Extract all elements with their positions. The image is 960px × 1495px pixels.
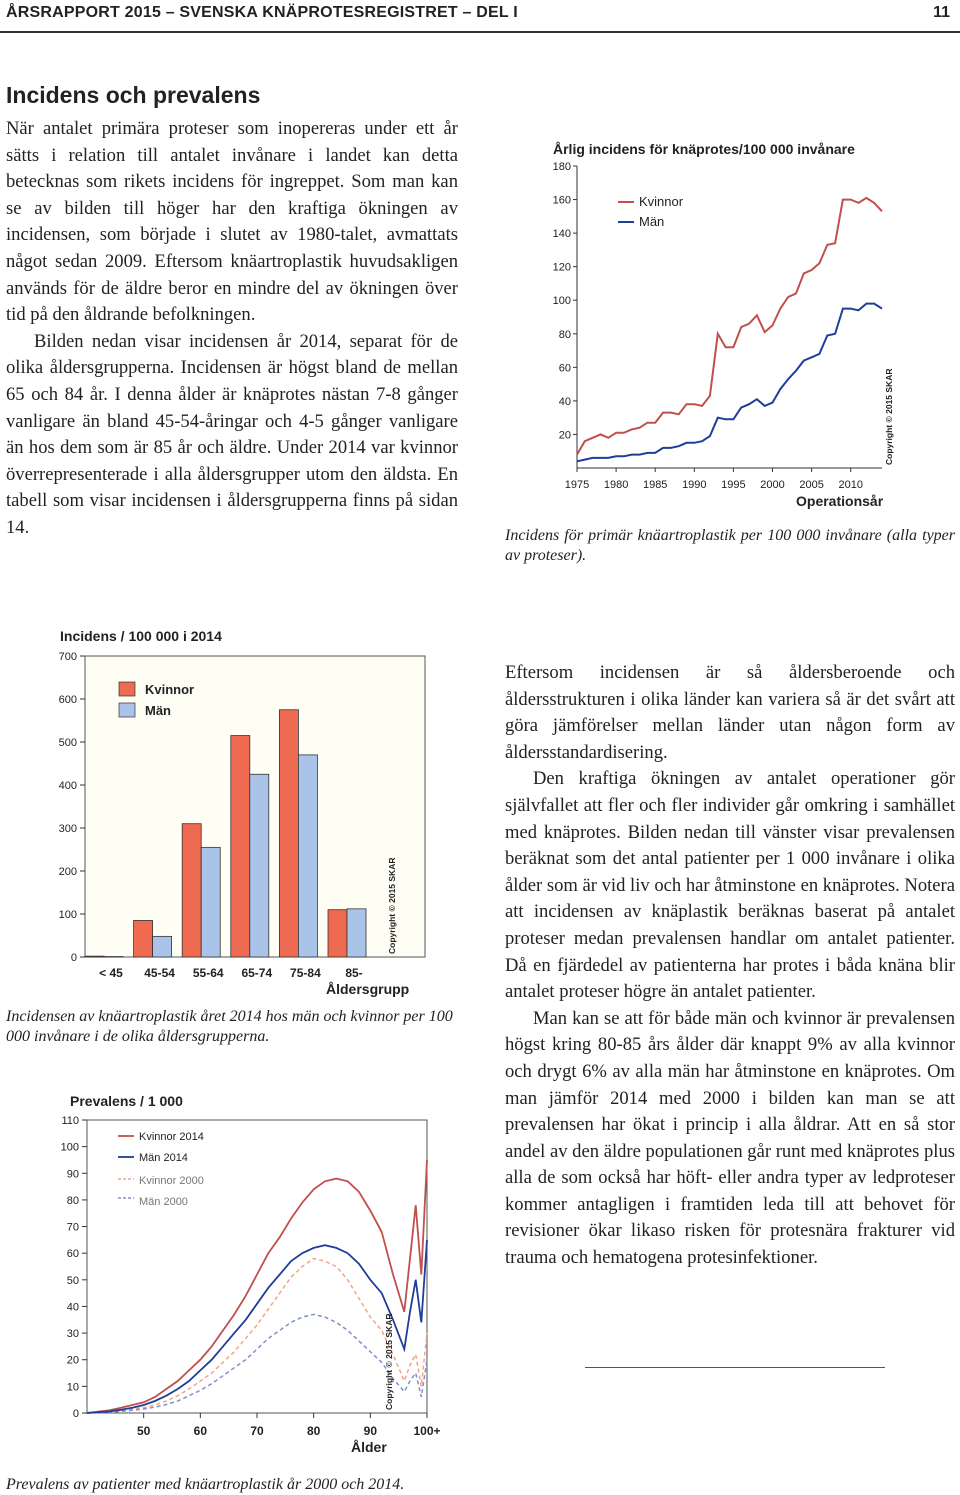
x-tick-label: 60 bbox=[193, 1424, 208, 1438]
y-tick-label: 30 bbox=[66, 1328, 79, 1341]
y-tick-label: 10 bbox=[66, 1381, 79, 1394]
bar-male bbox=[104, 957, 123, 958]
y-tick-label: 100 bbox=[552, 295, 571, 308]
bar-male bbox=[250, 774, 269, 957]
x-tick-label: 1995 bbox=[721, 479, 746, 491]
y-tick-label: 50 bbox=[66, 1274, 79, 1287]
y-ticks bbox=[59, 651, 85, 964]
y-tick-label: 0 bbox=[70, 952, 77, 964]
legend-label: Män bbox=[639, 214, 665, 229]
series-line-female-2000 bbox=[87, 1259, 427, 1414]
y-tick-label: 700 bbox=[58, 651, 77, 663]
bar-male bbox=[201, 847, 220, 957]
series-line-female bbox=[577, 198, 882, 455]
paragraph: Bilden nedan visar incidensen år 2014, separat för de olika åldersgrupperna. Incidensen är högst bland de mellan 65 och 84 år. I denna ålder är knäprotes nästan 7-8 gånger vanligare än bland 45-54-åringar och 4-5 gånger vanligare än hos dem som är 85 år och äldre. Under 2014 var kvinnor överrepresenterade i alla åldersgrupper utom den äldsta. En tabell som visar incidensen i åldersgrupperna finns på sidan 14. bbox=[6, 330, 458, 538]
closing-rule bbox=[585, 1367, 885, 1368]
x-tick-label: 2010 bbox=[838, 479, 863, 491]
bar-female bbox=[134, 920, 153, 957]
right-text-column bbox=[505, 660, 955, 1272]
x-axis-label: Åldersgrupp bbox=[326, 981, 410, 997]
series-line-male-2014 bbox=[87, 1240, 427, 1413]
y-tick-label: 100 bbox=[60, 1141, 79, 1154]
x-tick-label: < 45 bbox=[99, 966, 123, 980]
legend-label: Män 2014 bbox=[139, 1152, 188, 1164]
paragraph: När antalet primära proteser som inopereras under ett år sätts i relation till antalet invånare i landet kan detta betecknas som rikets incidens för ingreppet. Som man kan se av bilden till höger har den kraftiga ökningen av incidensen, som började i slutet av 1980-talet, avmattats något sedan 2009. Eftersom knäartroplastik huvudsakligen används för de äldre beror en mindre del av ökningen över tid på den åldrande befolkningen. bbox=[6, 118, 458, 326]
legend-label: Kvinnor bbox=[639, 194, 684, 209]
y-tick-label: 20 bbox=[558, 429, 571, 442]
y-ticks bbox=[61, 1115, 87, 1420]
copyright-label: Copyright © 2015 SKAR bbox=[884, 368, 894, 465]
x-ticks bbox=[565, 468, 863, 491]
bar-female bbox=[328, 910, 347, 957]
x-tick-label: 90 bbox=[363, 1424, 378, 1438]
copyright-label: Copyright © 2015 SKAR bbox=[384, 1313, 394, 1410]
series-line-male bbox=[577, 304, 882, 462]
figure-caption: Prevalens av patienter med knäartroplastik år 2000 och 2014. bbox=[6, 1476, 405, 1493]
x-tick-label: 2005 bbox=[799, 479, 824, 491]
legend bbox=[618, 194, 684, 229]
y-tick-label: 180 bbox=[552, 161, 571, 173]
incidence-age-chart bbox=[40, 620, 460, 1000]
y-tick-label: 400 bbox=[58, 780, 77, 792]
x-tick-label: 1985 bbox=[642, 479, 668, 491]
x-tick-label: 1990 bbox=[682, 479, 707, 491]
bar-male bbox=[153, 936, 172, 957]
figure-caption: Incidens för primär knäartroplastik per 100 000 invånare (alla typer av proteser). bbox=[505, 527, 955, 564]
paragraph: Den kraftiga ökningen av antalet operationer gör självfallet att fler och fler individer går omkring i samhället med knäprotes. Bilden nedan till vänster visar prevalensen beräknat som det antal patienter per 1 000 invånare i olika ålder som är vid liv och har åtminstone en knäprotes. Notera att incidensen av knäplastik beräknas baserat på antalet proteser medan prevalensen handlar om antalet patienter. Då en fjärdedel av patienterna har protes i båda knäna blir antalet proteser högre än antalet patienter. bbox=[505, 768, 955, 1003]
x-axis-label: Operationsår bbox=[796, 493, 884, 509]
bar-female bbox=[279, 710, 298, 957]
left-text-column bbox=[6, 116, 458, 542]
trend-series bbox=[577, 198, 882, 461]
x-tick-label: 80 bbox=[306, 1424, 321, 1438]
legend-label: Män 2000 bbox=[139, 1196, 188, 1208]
series-line-male-2000 bbox=[87, 1314, 427, 1413]
page-header bbox=[0, 0, 960, 32]
bar-female bbox=[85, 956, 104, 957]
chart-title: Prevalens / 1 000 bbox=[70, 1093, 183, 1109]
prevalence-chart bbox=[40, 1080, 460, 1460]
copyright-label: Copyright © 2015 SKAR bbox=[387, 857, 397, 954]
y-tick-label: 40 bbox=[66, 1301, 79, 1314]
bar-female bbox=[231, 736, 250, 957]
y-tick-label: 140 bbox=[552, 228, 571, 241]
paragraph: Man kan se att för både män och kvinnor är prevalensen högst kring 80-85 års ålder där knappt 9% av alla kvinnor och drygt 6% av alla män har åtminstone en knäprotes. Om man jämför 2014 med 2000 i bilden kan man se att prevalensen har ökat i princip i alla åldrar. Att en så stor andel av den äldre populationen går runt med knäprotes plus alla de som också har höft- eller andra typer av ledproteser kommer antagligen i framtiden leda till att behovet för revisioner ökar likaso risken för protesnära frakturer vid trauma och hematogena protesinfektioner. bbox=[505, 1007, 955, 1269]
chart-title: Incidens / 100 000 i 2014 bbox=[60, 628, 222, 644]
x-tick-label: 55-64 bbox=[192, 966, 224, 980]
y-tick-label: 80 bbox=[66, 1194, 79, 1207]
bar-female bbox=[182, 824, 201, 957]
y-tick-label: 0 bbox=[72, 1408, 79, 1420]
chart-title: Årlig incidens för knäprotes/100 000 invånare bbox=[553, 141, 855, 157]
legend-swatch-female bbox=[119, 682, 135, 696]
bar-male bbox=[347, 909, 366, 957]
section-title: Incidens och prevalens bbox=[6, 82, 261, 108]
x-tick-label: 50 bbox=[136, 1424, 151, 1438]
y-tick-label: 120 bbox=[552, 261, 571, 274]
y-tick-label: 70 bbox=[66, 1221, 79, 1234]
x-tick-label: 100+ bbox=[413, 1424, 441, 1438]
y-tick-label: 40 bbox=[558, 395, 571, 408]
x-tick-label: 1980 bbox=[603, 479, 629, 491]
legend bbox=[118, 1131, 204, 1208]
x-tick-label: 1975 bbox=[564, 479, 590, 491]
y-tick-label: 160 bbox=[552, 194, 571, 207]
x-ticks bbox=[99, 966, 363, 980]
legend-swatch-male bbox=[119, 703, 135, 717]
x-ticks bbox=[137, 1413, 441, 1438]
y-tick-label: 60 bbox=[66, 1248, 79, 1261]
plot-area bbox=[87, 1120, 427, 1413]
y-tick-label: 90 bbox=[66, 1168, 79, 1181]
y-tick-label: 500 bbox=[58, 737, 77, 749]
legend-label: Kvinnor bbox=[145, 682, 195, 697]
legend-label: Kvinnor 2000 bbox=[139, 1175, 204, 1187]
header-divider bbox=[0, 31, 960, 33]
y-tick-label: 600 bbox=[58, 694, 77, 706]
legend-label: Män bbox=[145, 703, 171, 718]
y-tick-label: 100 bbox=[58, 909, 77, 921]
page-number: 11 bbox=[933, 4, 950, 21]
prevalence-series bbox=[87, 1160, 427, 1413]
y-tick-label: 60 bbox=[558, 362, 571, 375]
paragraph: Eftersom incidensen är så åldersberoende och åldersstrukturen i olika länder kan variera så är det svårt att göra jämförelser mellan länder utan någon form av åldersstandardisering. bbox=[505, 662, 955, 763]
report-title: ÅRSRAPPORT 2015 – SVENSKA KNÄPROTESREGISTRET – DEL I bbox=[6, 4, 518, 21]
x-tick-label: 65-74 bbox=[241, 966, 273, 980]
incidence-trend-chart bbox=[540, 135, 940, 515]
x-tick-label: 45-54 bbox=[144, 966, 175, 980]
bar-male bbox=[298, 755, 317, 957]
y-ticks bbox=[553, 161, 577, 441]
x-tick-label: 70 bbox=[250, 1424, 264, 1438]
x-tick-label: 85- bbox=[345, 966, 363, 980]
x-axis-label: Ålder bbox=[351, 1439, 387, 1455]
y-tick-label: 110 bbox=[61, 1115, 79, 1127]
x-tick-label: 75-84 bbox=[290, 966, 321, 980]
y-tick-label: 80 bbox=[558, 328, 571, 341]
x-tick-label: 2000 bbox=[760, 479, 785, 491]
y-tick-label: 300 bbox=[58, 823, 77, 835]
legend-label: Kvinnor 2014 bbox=[139, 1131, 204, 1143]
y-tick-label: 200 bbox=[58, 866, 77, 878]
figure-caption: Incidensen av knäartroplastik året 2014 hos män och kvinnor per 100 000 invånare i de olika åldersgrupperna. bbox=[6, 1008, 453, 1045]
y-tick-label: 20 bbox=[66, 1354, 79, 1367]
